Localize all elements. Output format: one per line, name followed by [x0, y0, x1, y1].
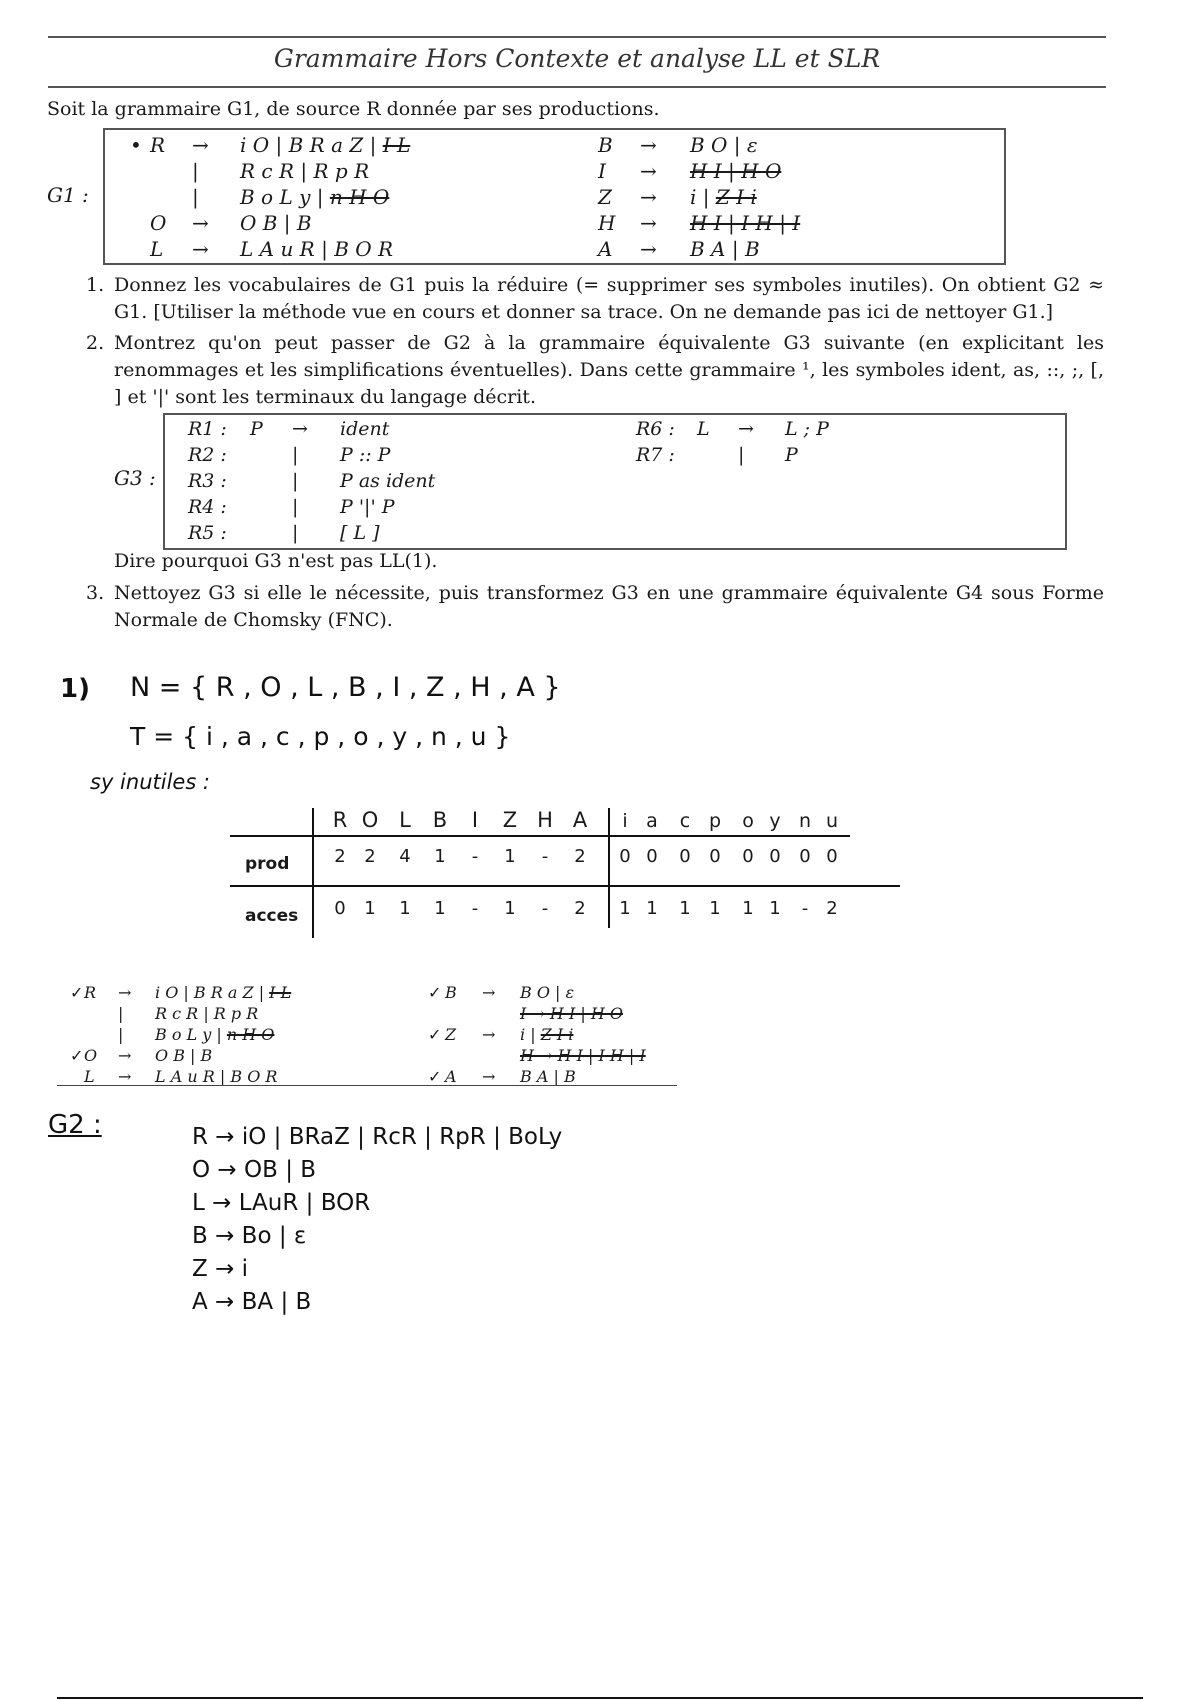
g2-production: B → Bo | ε [192, 1223, 307, 1249]
bullet-mark: • [130, 133, 142, 157]
table-cell: 2 [334, 846, 346, 867]
table-header-nonterminal: R [332, 808, 348, 832]
title-rule [48, 86, 1106, 88]
production-arrow: | [118, 1025, 124, 1044]
g2-production: A → BA | B [192, 1289, 312, 1315]
production-lhs: B [445, 983, 457, 1002]
production-rhs [520, 1025, 573, 1044]
production-rhs [520, 1046, 646, 1065]
table-cell: 2 [574, 846, 586, 867]
struck-out-text: I L [269, 983, 292, 1002]
table-mid-rule [230, 885, 900, 887]
struck-out-text: n H O [329, 185, 390, 209]
struck-out-text: Z I i [715, 185, 757, 209]
struck-out-text: I L [382, 133, 411, 157]
production-rhs [240, 159, 369, 183]
table-header-terminal: i [622, 810, 628, 832]
production-rhs [240, 211, 312, 235]
production-rhs [240, 133, 410, 157]
production-arrow: → [192, 211, 209, 235]
production-arrow: | [292, 470, 299, 492]
table-cell: 0 [742, 846, 754, 867]
rhs-text: P :: P [340, 444, 391, 466]
production-lhs: L [84, 1067, 95, 1086]
table-header-terminal: c [679, 810, 691, 832]
rhs-text: i O | B R a Z | [240, 133, 383, 157]
table-cell: 0 [826, 846, 838, 867]
production-rhs [340, 522, 380, 544]
production-rhs [690, 133, 758, 157]
rhs-text: P [785, 444, 798, 466]
rule-label: R5 : [188, 522, 227, 544]
production-lhs: O [150, 211, 167, 235]
rhs-text: B o L y | [155, 1025, 227, 1044]
struck-out-text: H I | I H | I [690, 211, 801, 235]
table-cell: 1 [619, 898, 631, 919]
table-cell: 0 [334, 898, 346, 919]
production-lhs: A [445, 1067, 457, 1086]
table-cell: 0 [619, 846, 631, 867]
g2-label: G2 : [48, 1110, 102, 1140]
rhs-text: L A u R | B O R [155, 1067, 278, 1086]
production-arrow: → [482, 983, 496, 1002]
production-arrow: → [640, 159, 657, 183]
table-cell: - [541, 898, 549, 919]
production-rhs [155, 1025, 274, 1044]
production-rhs [155, 1046, 212, 1065]
table-header-nonterminal: O [361, 808, 379, 832]
rhs-text: ident [340, 418, 390, 440]
production-arrow: → [640, 211, 657, 235]
production-lhs: L [697, 418, 710, 440]
table-header-terminal: y [769, 810, 781, 832]
question-number: 2. [86, 332, 105, 354]
struck-out-text: H → H I | I H | I [520, 1046, 646, 1065]
rhs-text: P '|' P [340, 496, 395, 518]
production-arrow: | [118, 1004, 124, 1023]
copy-rule [57, 1085, 677, 1086]
rhs-text: R c R | R p R [155, 1004, 259, 1023]
production-rhs [340, 470, 435, 492]
struck-out-text: n H O [226, 1025, 275, 1044]
table-cell: 1 [769, 898, 781, 919]
table-cell: 0 [679, 846, 691, 867]
production-arrow: | [292, 496, 299, 518]
g3-label: G3 : [114, 466, 156, 490]
production-arrow: → [118, 1067, 132, 1086]
production-arrow: | [192, 159, 199, 183]
rhs-text: O B | B [155, 1046, 213, 1065]
table-cell: 1 [742, 898, 754, 919]
production-arrow: → [118, 983, 132, 1002]
production-arrow: → [640, 133, 657, 157]
production-rhs [155, 983, 291, 1002]
g2-production: L → LAuR | BOR [192, 1190, 371, 1216]
production-rhs [690, 159, 781, 183]
table-header-nonterminal: Z [502, 808, 518, 832]
g1-box [103, 128, 1006, 265]
table-cell: 1 [399, 898, 411, 919]
production-arrow: | [192, 185, 199, 209]
rhs-text: [ L ] [340, 522, 380, 544]
table-cell: 1 [504, 898, 516, 919]
table-header-terminal: o [742, 810, 754, 832]
production-rhs [155, 1067, 277, 1086]
terminals-set: T = { i , a , c , p , o , y , n , u } [130, 722, 511, 751]
table-cell: - [541, 846, 549, 867]
table-header-nonterminal: A [572, 808, 588, 832]
struck-out-text: I → H I | H O [520, 1004, 623, 1023]
production-rhs [340, 444, 390, 466]
production-rhs [155, 1004, 258, 1023]
table-label-divider [312, 808, 314, 938]
table-header-nonterminal: B [432, 808, 448, 832]
rhs-text: i | [690, 185, 716, 209]
g1-label: G1 : [47, 183, 89, 207]
production-arrow: → [640, 237, 657, 261]
question-number: 3. [86, 582, 105, 604]
production-rhs [340, 496, 395, 518]
nonterminals-set: N = { R , O , L , B , I , Z , H , A } [130, 672, 561, 703]
check-mark: ✓ [70, 983, 84, 1002]
production-lhs: H [598, 211, 616, 235]
useless-symbols-heading: sy inutiles : [90, 770, 211, 794]
rule-label: R6 : [636, 418, 675, 440]
check-mark: ✓ [428, 1025, 442, 1044]
struck-out-text: Z I i [540, 1025, 574, 1044]
production-rhs [785, 418, 829, 440]
production-arrow: → [192, 133, 209, 157]
production-arrow: → [192, 237, 209, 261]
production-arrow: | [738, 444, 745, 466]
bottom-rule [57, 1697, 1143, 1699]
production-lhs: I [598, 159, 606, 183]
production-arrow: | [292, 522, 299, 544]
production-arrow: → [482, 1025, 496, 1044]
question-text: Montrez qu'on peut passer de G2 à la grammaire équivalente G3 suivante (en explicitant les renommages et les simplifications éventuelles). Dans cette grammaire ¹, les symboles ident, as, ::, ;, [, ] et '|' sont les terminaux du langage décrit. [114, 332, 1104, 408]
rule-label: R7 : [636, 444, 675, 466]
g2-production: Z → i [192, 1256, 249, 1282]
ll1-question: Dire pourquoi G3 n'est pas LL(1). [114, 550, 438, 572]
production-arrow: | [292, 444, 299, 466]
table-cell: 2 [826, 898, 838, 919]
table-cell: 1 [709, 898, 721, 919]
production-rhs [690, 211, 800, 235]
table-header-terminal: u [825, 810, 839, 832]
rhs-text: i O | B R a Z | [155, 983, 270, 1002]
production-lhs: R [150, 133, 166, 157]
page-title: Grammaire Hors Contexte et analyse LL et SLR [273, 44, 881, 73]
production-rhs [340, 418, 389, 440]
rhs-text: B A | B [690, 237, 760, 261]
production-lhs: Z [598, 185, 612, 209]
table-cell: 4 [399, 846, 411, 867]
table-cell: 1 [646, 898, 658, 919]
question-1 [86, 272, 1116, 328]
rhs-text: L A u R | B O R [240, 237, 394, 261]
check-mark: ✓ [428, 983, 442, 1002]
production-arrow: → [292, 418, 308, 440]
check-mark: ✓ [70, 1046, 84, 1065]
production-rhs [240, 185, 389, 209]
struck-out-text: H I | H O [690, 159, 782, 183]
rhs-text: R c R | R p R [240, 159, 370, 183]
table-header-terminal: a [646, 810, 658, 832]
table-cell: 2 [574, 898, 586, 919]
table-header-terminal: n [798, 810, 812, 832]
question-3 [86, 580, 1116, 636]
table-cell: 1 [364, 898, 376, 919]
table-top-rule [230, 835, 850, 837]
rule-label: R2 : [188, 444, 227, 466]
rule-label: R1 : [188, 418, 227, 440]
rhs-text: B o L y | [240, 185, 330, 209]
table-cell: 1 [504, 846, 516, 867]
rule-label: R4 : [188, 496, 227, 518]
notes-part-number: 1) [60, 674, 90, 704]
production-rhs [520, 1067, 576, 1086]
table-cell: 0 [709, 846, 721, 867]
table-cell: 2 [364, 846, 376, 867]
table-cell: 0 [769, 846, 781, 867]
production-rhs [690, 237, 760, 261]
table-header-nonterminal: I [471, 808, 479, 832]
production-rhs [520, 983, 574, 1002]
question-number: 1. [86, 274, 105, 296]
table-cell: 0 [646, 846, 658, 867]
production-lhs: P [250, 418, 263, 440]
rule-label: R3 : [188, 470, 227, 492]
production-rhs [785, 444, 798, 466]
rhs-text: i | [520, 1025, 541, 1044]
production-arrow: → [738, 418, 754, 440]
table-row-label: acces [245, 906, 299, 926]
question-2 [86, 330, 1116, 412]
table-cell: - [471, 898, 479, 919]
production-lhs: L [150, 237, 164, 261]
table-header-nonterminal: L [399, 808, 411, 832]
rhs-text: L ; P [785, 418, 829, 440]
table-cell: - [801, 898, 809, 919]
production-lhs: A [598, 237, 613, 261]
question-text: Donnez les vocabulaires de G1 puis la réduire (= supprimer ses symboles inutiles). On obtient G2 ≈ G1. [Utiliser la méthode vue en cours et donner sa trace. On ne demande pas ici de nettoyer G1.] [114, 274, 1104, 323]
table-row-label: prod [245, 854, 290, 874]
production-lhs: R [84, 983, 97, 1002]
table-cell: - [471, 846, 479, 867]
question-text: Nettoyez G3 si elle le nécessite, puis transformez G3 en une grammaire équivalente G4 sous Forme Normale de Chomsky (FNC). [114, 582, 1104, 631]
production-arrow: → [482, 1067, 496, 1086]
rhs-text: P as ident [340, 470, 436, 492]
table-cell: 1 [434, 846, 446, 867]
table-cell: 1 [679, 898, 691, 919]
top-rule [48, 36, 1106, 38]
rhs-text: O B | B [240, 211, 312, 235]
g2-production: O → OB | B [192, 1157, 317, 1183]
table-header-terminal: p [708, 810, 722, 832]
table-cell: 0 [799, 846, 811, 867]
production-rhs [520, 1004, 623, 1023]
table-header-nonterminal: H [537, 808, 553, 832]
check-mark: ✓ [428, 1067, 442, 1086]
production-rhs [690, 185, 757, 209]
rhs-text: B O | ε [690, 133, 758, 157]
table-nt-t-divider [608, 808, 610, 928]
table-cell: 1 [434, 898, 446, 919]
production-lhs: O [84, 1046, 98, 1065]
rhs-text: B O | ε [520, 983, 575, 1002]
production-arrow: → [118, 1046, 132, 1065]
production-arrow: → [640, 185, 657, 209]
production-rhs [240, 237, 393, 261]
rhs-text: B A | B [520, 1067, 576, 1086]
g2-production: R → iO | BRaZ | RcR | RpR | BoLy [192, 1124, 563, 1150]
production-lhs: Z [445, 1025, 457, 1044]
production-lhs: B [598, 133, 613, 157]
intro-text: Soit la grammaire G1, de source R donnée par ses productions. [47, 98, 660, 120]
